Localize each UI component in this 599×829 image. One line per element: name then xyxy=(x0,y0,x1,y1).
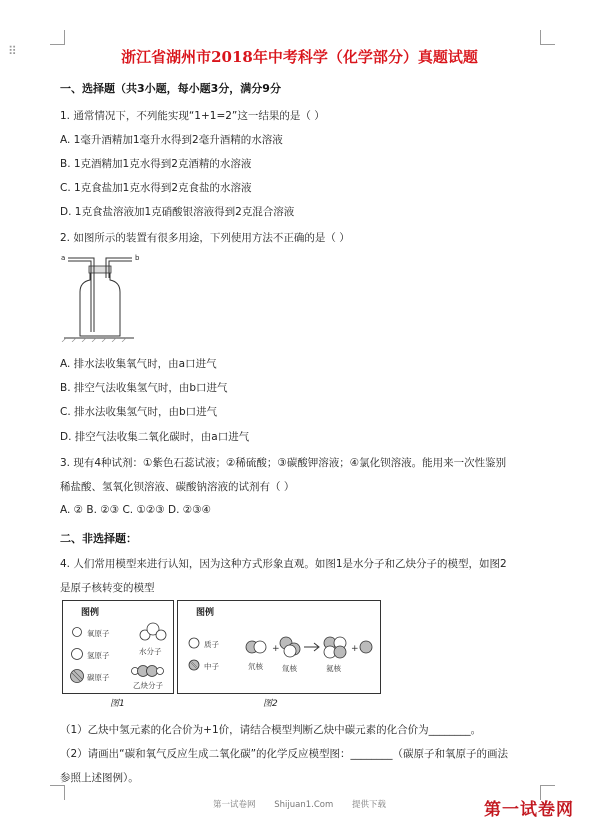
margin-mark-top-right xyxy=(540,30,555,45)
q2-stem: 2. 如图所示的装置有很多用途，下列使用方法不正确的是（ ） xyxy=(60,232,350,244)
q4-sub2-line1: （2）请画出“碳和氧气反应生成二氧化碳”的化学反应模型图：________（碳原子和氧原子的画法 xyxy=(60,748,509,760)
footer-download-text: 提供下载 xyxy=(351,800,386,810)
q2-option-d: D. 排空气法收集二氧化碳时，由a口进气 xyxy=(60,431,250,443)
legend-oxygen-atom: 氧原子 xyxy=(87,629,110,638)
q1-option-b: B. 1克酒精加1克水得到2克酒精的水溶液 xyxy=(60,158,252,170)
page-title: 浙江省湖州市2018年中考科学（化学部分）真题试题 xyxy=(121,48,478,66)
label-water-molecule: 水分子 xyxy=(139,647,162,656)
svg-text:+: + xyxy=(351,644,359,654)
drag-handle-icon[interactable]: ⠿ xyxy=(8,44,16,58)
q2-option-c: C. 排水法收集氢气时，由b口进气 xyxy=(60,406,218,418)
label-helium-nucleus: 氦核 xyxy=(326,664,341,673)
figure2-box xyxy=(177,600,381,694)
q1-option-a: A. 1毫升酒精加1毫升水得到2毫升酒精的水溶液 xyxy=(60,134,283,146)
figure2-caption: 图2 xyxy=(263,699,278,709)
legend-proton: 质子 xyxy=(204,640,219,649)
footer-site-name: 第一试卷网 xyxy=(213,800,256,810)
section2-heading: 二、非选择题： xyxy=(60,532,137,545)
label-deuterium-nucleus: 氘核 xyxy=(248,662,263,671)
q4-stem-line2: 是原子核转变的模型 xyxy=(60,582,155,594)
q3-stem-line1: 3. 现有4种试剂：①紫色石蕊试液；②稀硫酸；③碳酸钾溶液；④氯化钡溶液。能用来一次性鉴别 xyxy=(60,457,507,469)
inlet-label-a: a xyxy=(61,254,66,262)
q1-stem: 1. 通常情况下，不列能实现“1+1=2”这一结果的是（ ） xyxy=(60,110,325,122)
legend-hydrogen-atom: 氢原子 xyxy=(87,651,110,660)
q1-option-d: D. 1克食盐溶液加1克硝酸银溶液得到2克混合溶液 xyxy=(60,206,295,218)
q4-sub1: （1）乙炔中氢元素的化合价为+1价，请结合模型判断乙炔中碳元素的化合价为________。 xyxy=(60,724,482,736)
q2-apparatus-figure xyxy=(60,252,150,342)
label-acetylene-molecule: 乙炔分子 xyxy=(133,681,163,690)
q2-option-b: B. 排空气法收集氢气时，由b口进气 xyxy=(60,382,228,394)
section1-heading: 一、选择题（共3小题，每小题3分，满分9分 xyxy=(60,82,281,95)
gas-bottle-diagram xyxy=(60,252,150,342)
figure1-legend-title: 图例 xyxy=(81,608,100,618)
brand-logo: 第一试卷网 xyxy=(484,800,574,820)
q3-stem-line2: 稀盐酸、氢氧化钡溶液、碳酸钠溶液的试剂有（ ） xyxy=(60,481,295,493)
margin-mark-top-left xyxy=(50,30,65,45)
figure2-legend-title: 图例 xyxy=(196,608,215,618)
q2-option-a: A. 排水法收集氧气时，由a口进气 xyxy=(60,358,217,370)
q1-option-c: C. 1克食盐加1克水得到2克食盐的水溶液 xyxy=(60,182,252,194)
q4-stem-line1: 4. 人们常用模型来进行认知，因为这种方式形象直观。如图1是水分子和乙炔分子的模型，如图2 xyxy=(60,558,507,570)
q4-sub2-line2: 参照上述图例）。 xyxy=(60,772,139,784)
figure1-box xyxy=(62,600,174,694)
legend-neutron: 中子 xyxy=(204,662,219,671)
label-tritium-nucleus: 氚核 xyxy=(282,664,297,673)
svg-text:+: + xyxy=(272,644,280,654)
legend-carbon-atom: 碳原子 xyxy=(87,673,110,682)
figure1-caption: 图1 xyxy=(110,699,125,709)
inlet-label-b: b xyxy=(135,254,140,262)
footer-site-url[interactable]: Shijuan1.Com xyxy=(274,800,334,810)
q3-options: A. ② B. ②③ C. ①②③ D. ②③④ xyxy=(60,504,212,516)
